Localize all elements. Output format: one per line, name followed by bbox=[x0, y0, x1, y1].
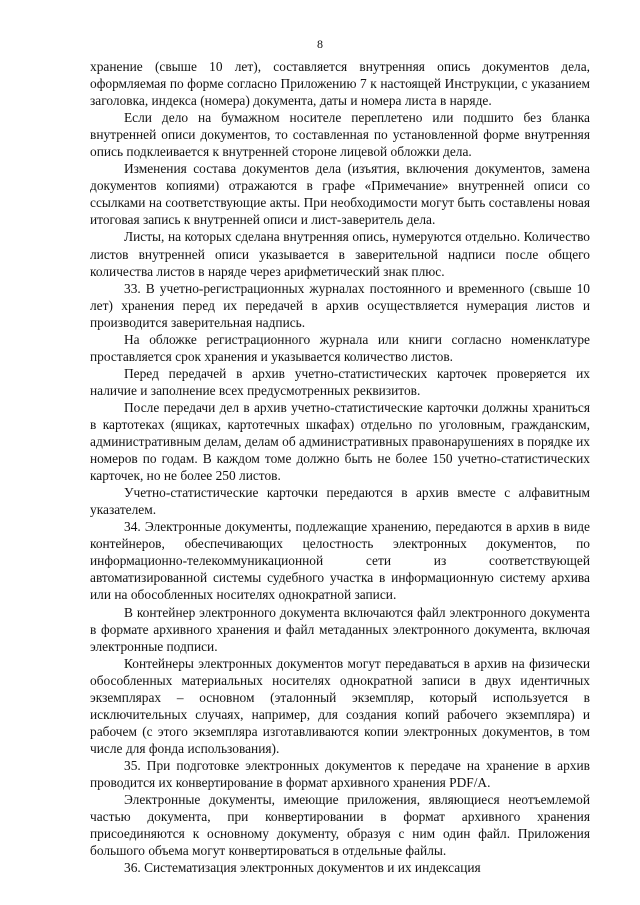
paragraph-item-35: 35. При подготовке электронных документов к передаче на хранение в архив проводится их конвертирование в формат архивного хранения PDF/A. bbox=[90, 757, 590, 790]
document-body bbox=[90, 58, 590, 876]
paragraph: Листы, на которых сделана внутренняя опись, нумеруются отдельно. Количество листов внутренней описи указывается в заверительной надписи после общего количества листов в наряде через арифметический знак плюс. bbox=[90, 229, 590, 279]
paragraph: Контейнеры электронных документов могут передаваться в архив на физически обособленных материальных носителях однократной записи в двух идентичных экземплярах – основном (эталонный экземпляр, который используется в исключительных случаях, например, для создания копий рабочего экземпляра) и рабочем (с этого экземпляра изготавливаются копии электронных документов, в том числе для фонда использования). bbox=[90, 655, 590, 756]
paragraph: Электронные документы, имеющие приложения, являющиеся неотъемлемой частью документа, при конвертировании в формат архивного хранения присоединяются к основному документу, образуя с ним один файл. Приложения большого объема могут конвертироваться в отдельные файлы. bbox=[90, 792, 590, 859]
paragraph-item-36: 36. Систематизация электронных документов и их индексация bbox=[124, 860, 481, 876]
paragraph: После передачи дел в архив учетно-статистические карточки должны храниться в картотеках (ящиках, картотечных шкафах) отдельно по уголовным, гражданским, административным делам, делам об административных правонарушениях в порядке их номеров по годам. В каждом томе должно быть не более 150 учетно-статистических карточек, но не более 250 листов. bbox=[90, 399, 590, 484]
paragraph: В контейнер электронного документа включаются файл электронного документа в формате архивного хранения и файл метаданных электронного документа, включая электронные подписи. bbox=[90, 604, 590, 654]
paragraph: На обложке регистрационного журнала или книги согласно номенклатуре проставляется срок хранения и указывается количество листов. bbox=[90, 331, 590, 364]
paragraph: Если дело на бумажном носителе переплетено или подшито без бланка внутренней описи документов, то составленная по установленной форме внутренняя опись подклеивается к внутренней стороне лицевой обложки дела. bbox=[90, 110, 590, 160]
paragraph-item-34: 34. Электронные документы, подлежащие хранению, передаются в архив в виде контейнеров, обеспечивающих целостность электронных документов, по информационно-телекоммуникационной сети из соответствующей автоматизированной системы судебного участка в информационную систему архива или на обособленных носителях однократной записи. bbox=[90, 519, 590, 603]
paragraph: хранение (свыше 10 лет), составляется внутренняя опись документов дела, оформляемая по форме согласно Приложению 7 к настоящей Инструкции, с указанием заголовка, индекса (номера) документа, даты и номера листа в наряде. bbox=[90, 59, 590, 109]
paragraph: Изменения состава документов дела (изъятия, включения документов, замена документов копиями) отражаются в графе «Примечание» внутренней описи со ссылками на соответствующие акты. При необходимости могут быть составлены новая итоговая запись к внутренней описи и лист-заверитель дела. bbox=[90, 161, 590, 228]
paragraph-item-33: 33. В учетно-регистрационных журналах постоянного и временного (свыше 10 лет) хранения перед их передачей в архив осуществляется нумерация листов и производится заверительная надпись. bbox=[90, 280, 590, 330]
paragraph: Учетно-статистические карточки передаются в архив вместе с алфавитным указателем. bbox=[90, 485, 590, 518]
paragraph: Перед передачей в архив учетно-статистических карточек проверяется их наличие и заполнение всех предусмотренных реквизитов. bbox=[90, 365, 590, 398]
page-number: 8 bbox=[317, 37, 323, 51]
